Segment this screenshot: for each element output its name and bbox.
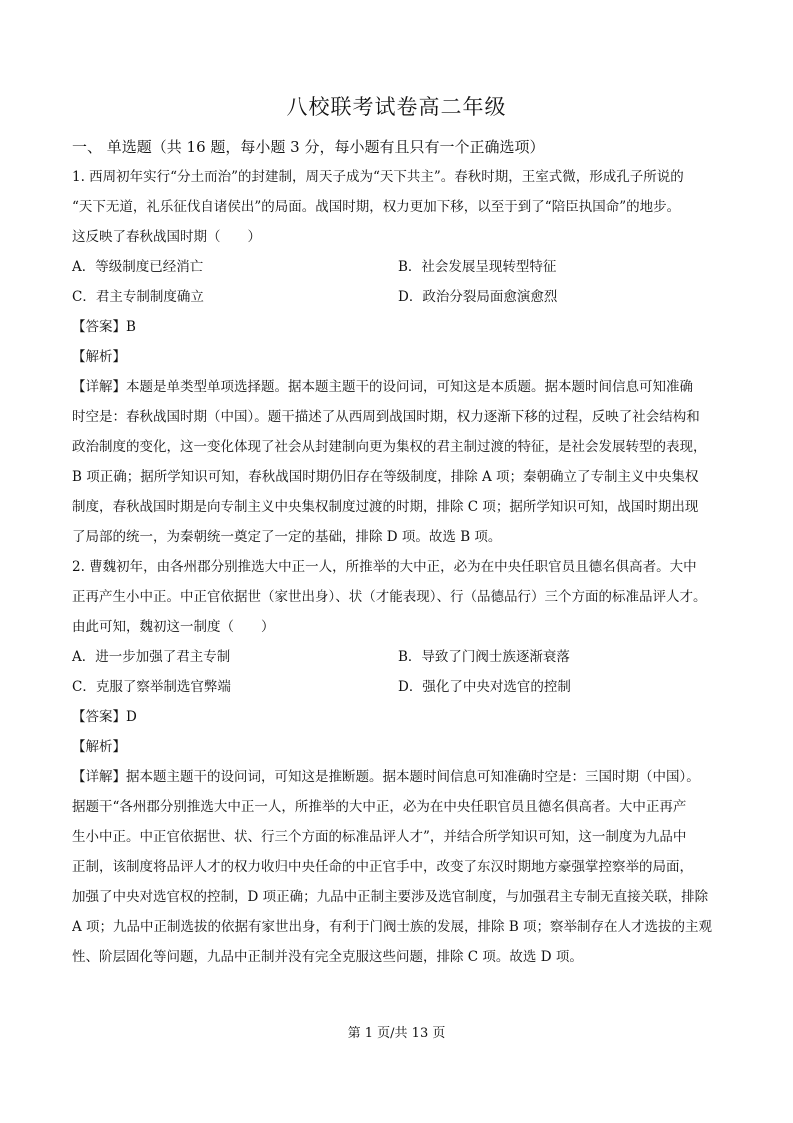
option-row — [72, 642, 724, 672]
detail-line: 【详解】据本题主题干的设问词，可知这是推断题。据本题时间信息可知准确时空是：三国时期（中国）。 — [72, 769, 700, 785]
option-d: D．强化了中央对选官的控制 — [398, 679, 571, 695]
option-row — [72, 252, 724, 282]
question-2 — [72, 552, 724, 972]
detail-line: 生小中正。中正官依据世、状、行三个方面的标准品评人才”，并结合所学知识可知，这一制度为九品中 — [72, 829, 687, 845]
detail-line: B 项正确；据所学知识可知，春秋战国时期仍旧存在等级制度，排除 A 项；秦朝确立了专制主义中央集权 — [72, 469, 699, 485]
content-body — [72, 132, 724, 972]
option-row — [72, 672, 724, 702]
question-1 — [72, 162, 724, 552]
detail-line: 【详解】本题是单类型单项选择题。据本题主题干的设问词，可知这是本质题。据本题时间信息可知准确 — [72, 379, 693, 395]
option-b: B．导致了门阀士族逐渐衰落 — [398, 649, 570, 665]
detail-line: 了局部的统一，为秦朝统一奠定了一定的基础，排除 D 项。故选 B 项。 — [72, 529, 502, 545]
option-d: D．政治分裂局面愈演愈烈 — [398, 289, 558, 305]
answer-line: 【答案】D — [72, 709, 137, 725]
option-a: A．进一步加强了君主专制 — [72, 649, 231, 665]
question-stem-line: 2. 曹魏初年，由各州郡分别推选大中正一人，所推举的大中正，必为在中央任职官员且德名俱高者。大中 — [72, 559, 697, 575]
detail-line: 加强了中央对选官权的控制，D 项正确；九品中正制主要涉及选官制度，与加强君主专制无直接关联，排除 — [72, 889, 709, 905]
question-stem-line: 由此可知，魏初这一制度（ ） — [72, 619, 275, 635]
page-title: 八校联考试卷高二年级 — [286, 95, 507, 119]
detail-line: 制度，春秋战国时期是向专制主义中央集权制度过渡的时期，排除 C 项；据所学知识可知，战国时期出现 — [72, 499, 699, 515]
option-b: B．社会发展呈现转型特征 — [398, 259, 557, 275]
analysis-label: 【解析】 — [72, 349, 126, 365]
detail-line: 性、阶层固化等问题，九品中正制并没有完全克服这些问题，排除 C 项。故选 D 项。 — [72, 949, 583, 965]
question-stem-line: 1. 西周初年实行“分土而治”的封建制，周天子成为“天下共主”。春秋时期，王室式微，形成孔子所说的 — [72, 169, 684, 185]
option-c: C．克服了察举制选官弊端 — [72, 679, 231, 695]
detail-line: 据题干“各州郡分别推选大中正一人，所推举的大中正，必为在中央任职官员且德名俱高者。大中正再产 — [72, 799, 687, 815]
detail-line: 正制，该制度将品评人才的权力收归中央任命的中正官手中，改变了东汉时期地方豪强掌控察举的局面， — [72, 859, 693, 875]
option-row — [72, 282, 724, 312]
question-stem-line: 这反映了春秋战国时期（ ） — [72, 229, 261, 245]
option-c: C．君主专制制度确立 — [72, 289, 204, 305]
answer-line: 【答案】B — [72, 319, 136, 335]
page-footer: 第 1 页/共 13 页 — [347, 1026, 446, 1041]
question-stem-line: 正再产生小中正。中正官依据世（家世出身）、状（才能表现）、行（品德品行）三个方面的标准品评人才。 — [72, 589, 707, 605]
detail-line: 时空是：春秋战国时期（中国）。题干描述了从西周到战国时期，权力逐渐下移的过程，反映了社会结构和 — [72, 409, 700, 425]
analysis-label: 【解析】 — [72, 739, 126, 755]
question-stem-line: “天下无道，礼乐征伐自诸侯出”的局面。战国时期，权力更加下移，以至于到了“陪臣执国命”的地步。 — [72, 199, 681, 215]
option-a: A．等级制度已经消亡 — [72, 259, 204, 275]
detail-line: 政治制度的变化，这一变化体现了社会从封建制向更为集权的君主制过渡的特征，是社会发展转型的表现， — [72, 439, 707, 455]
section-heading: 一、 单选题（共 16 题，每小题 3 分，每小题有且只有一个正确选项） — [72, 138, 545, 156]
detail-line: A 项；九品中正制选拔的依据有家世出身，有利于门阀士族的发展，排除 B 项；察举制存在人才选拔的主观 — [72, 919, 713, 935]
